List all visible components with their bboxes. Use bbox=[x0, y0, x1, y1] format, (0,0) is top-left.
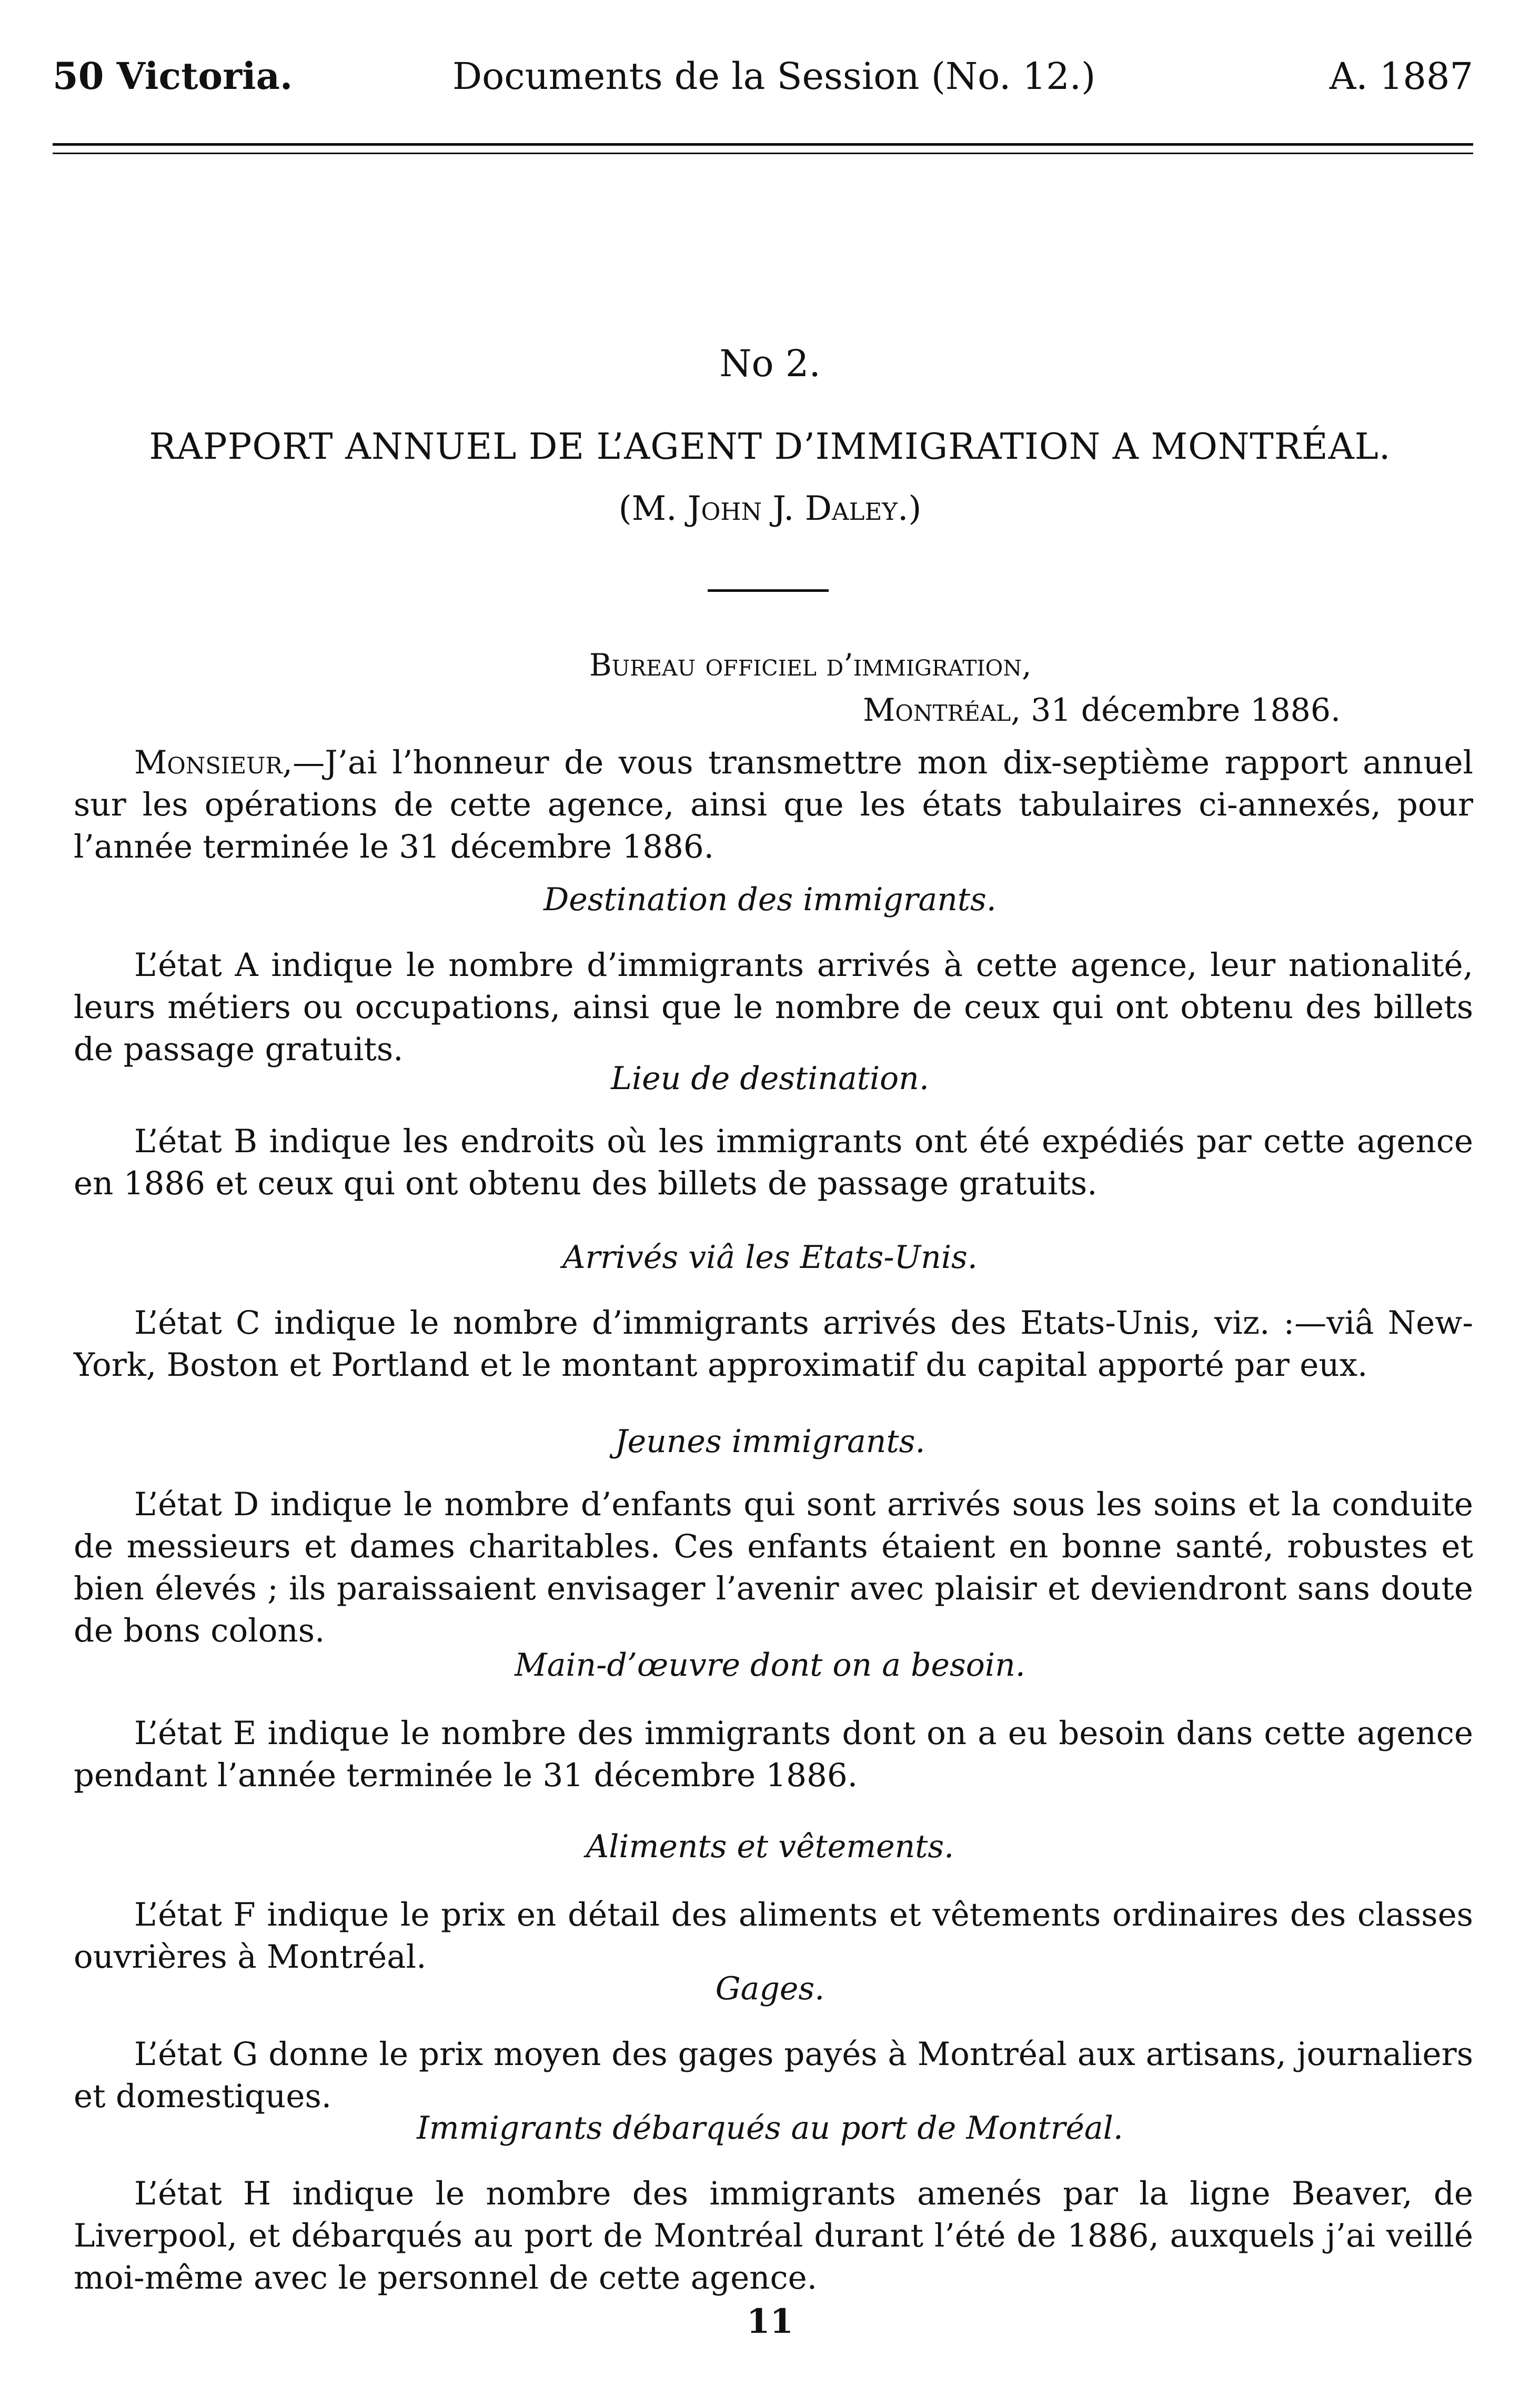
section-paragraph: L’état A indique le nombre d’immigrants arrivés à cette agence, leur nationalité, leurs métiers ou occupations, ainsi que le nombre de ceux qui ont obtenu des billets de passage gratuits. bbox=[74, 946, 1473, 1068]
section-heading: Aliments et vêtements. bbox=[586, 1828, 954, 1865]
section-paragraph: L’état D indique le nombre d’enfants qui sont arrivés sous les soins et la conduite de messieurs et dames charitables. Ces enfants étaient en bonne santé, robustes et bien élevés ; ils paraissaient envisager l’avenir avec plaisir et deviendront sans doute de bons colons. bbox=[74, 1486, 1473, 1649]
section-heading: Lieu de destination. bbox=[611, 1060, 929, 1097]
header-session: Documents de la Session (No. 12.) bbox=[452, 55, 1096, 98]
section-heading: Destination des immigrants. bbox=[543, 881, 997, 918]
header-rule-top bbox=[53, 143, 1473, 146]
header-rule-bottom bbox=[53, 153, 1473, 154]
intro-paragraph bbox=[74, 742, 1473, 868]
office-name: Bureau officiel d’immigration, bbox=[589, 647, 1032, 683]
section-heading: Arrivés viâ les Etats-Unis. bbox=[562, 1239, 978, 1276]
section-paragraph: L’état G donne le prix moyen des gages payés à Montréal aux artisans, journaliers et domestiques. bbox=[74, 2036, 1473, 2115]
section-paragraph: L’état C indique le nombre d’immigrants arrivés des Etats-Unis, viz. :—viâ New-York, Boston et Portland et le montant approximatif du capital apporté par eux. bbox=[74, 1304, 1473, 1384]
header-year: A. 1887 bbox=[1329, 55, 1473, 98]
section-paragraph: L’état E indique le nombre des immigrants dont on a eu besoin dans cette agence pendant l’année terminée le 31 décembre 1886. bbox=[74, 1715, 1473, 1794]
title-divider bbox=[708, 589, 829, 592]
salutation: Monsieur, bbox=[134, 744, 293, 781]
section-paragraph: L’état H indique le nombre des immigrants amenés par la ligne Beaver, de Liverpool, et débarqués au port de Montréal durant l’été de 1886, auxquels j’ai veillé moi-même avec le personnel de cette agence. bbox=[74, 2175, 1473, 2297]
section-heading: Immigrants débarqués au port de Montréal. bbox=[417, 2110, 1123, 2147]
section-heading: Main-d’œuvre dont on a besoin. bbox=[515, 1647, 1025, 1684]
running-header bbox=[53, 54, 1473, 116]
section-heading: Jeunes immigrants. bbox=[615, 1423, 925, 1460]
document-title: RAPPORT ANNUEL DE L’AGENT D’IMMIGRATION A MONTRÉAL. bbox=[149, 426, 1391, 468]
place: Montréal, bbox=[863, 692, 1021, 729]
page-number: 11 bbox=[746, 2302, 794, 2341]
header-volume: 50 Victoria. bbox=[53, 54, 293, 98]
date: 31 décembre 1886. bbox=[1031, 692, 1341, 729]
document-author: (M. John J. Daley.) bbox=[618, 489, 922, 528]
place-date bbox=[863, 692, 1341, 729]
intro-text: —J’ai l’honneur de vous transmettre mon dix-septième rapport annuel sur les opérations de cette agence, ainsi que les états tabulaires ci-annexés, pour l’année terminée le 31 décembre 1886. bbox=[74, 744, 1473, 865]
section-paragraph: L’état B indique les endroits où les immigrants ont été expédiés par cette agence en 1886 et ceux qui ont obtenu des billets de passage gratuits. bbox=[74, 1123, 1473, 1202]
document-number: No 2. bbox=[719, 342, 821, 385]
section-paragraph: L’état F indique le prix en détail des aliments et vêtements ordinaires des classes ouvrières à Montréal. bbox=[74, 1896, 1473, 1976]
section-heading: Gages. bbox=[715, 1970, 825, 2007]
